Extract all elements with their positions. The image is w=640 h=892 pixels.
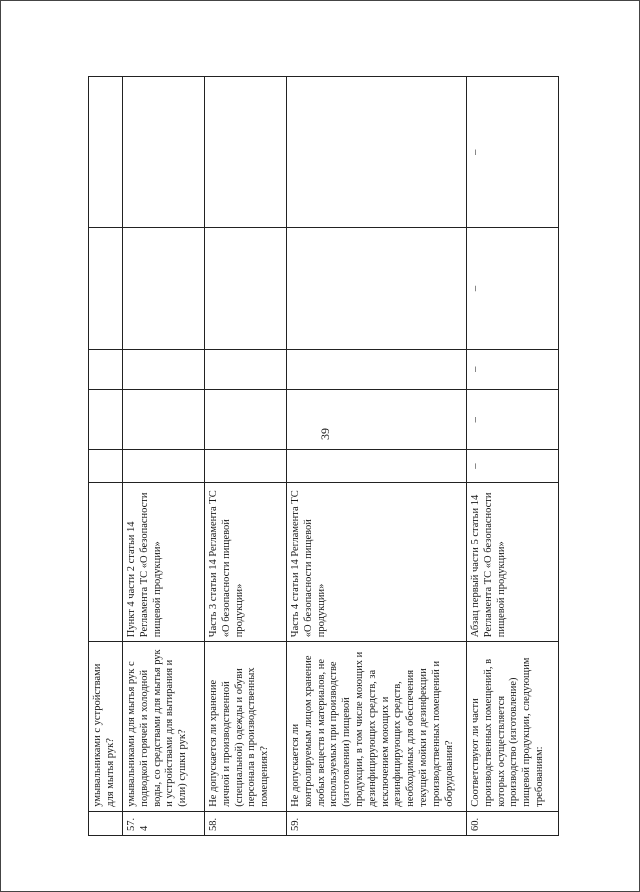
question-cell: Соответствуют ли части производственных помещений, в которых осуществляется производство (изготовление) пищевой продукции, следующим требованиям: <box>467 642 559 812</box>
mark-cell <box>123 450 205 482</box>
reference-cell: Часть 4 статьи 14 Регламента ТС «О безопасности пищевой продукции» <box>287 482 467 641</box>
row-number: 59. <box>287 811 467 835</box>
mark-cell <box>205 349 287 389</box>
table-row <box>123 77 205 836</box>
question-cell: Не допускается ли хранение личной и производственной (специальной) одежды и обуви персонала в производственных помещениях? <box>205 642 287 812</box>
mark-cell <box>205 228 287 349</box>
mark-cell <box>89 77 123 228</box>
mark-cell <box>205 389 287 450</box>
mark-cell: – <box>467 77 559 228</box>
mark-cell: – <box>467 349 559 389</box>
mark-cell: – <box>467 228 559 349</box>
mark-cell <box>123 77 205 228</box>
question-cell: умывальниками с устройствами для мытья рук? <box>89 642 123 812</box>
mark-cell <box>287 450 467 482</box>
reference-cell: Часть 3 статьи 14 Регламента ТС «О безопасности пищевой продукции» <box>205 482 287 641</box>
table-row <box>205 77 287 836</box>
row-number: 57.4 <box>123 811 205 835</box>
mark-cell <box>287 228 467 349</box>
row-number: 60. <box>467 811 559 835</box>
checklist-table <box>88 76 559 836</box>
row-number: 58. <box>205 811 287 835</box>
mark-cell <box>287 349 467 389</box>
mark-cell <box>89 349 123 389</box>
mark-cell <box>123 389 205 450</box>
mark-cell <box>205 450 287 482</box>
table-row <box>467 77 559 836</box>
mark-cell: – <box>467 450 559 482</box>
mark-cell <box>89 228 123 349</box>
table-row <box>287 77 467 836</box>
mark-cell <box>287 77 467 228</box>
mark-cell: – <box>467 389 559 450</box>
rotated-table-container <box>88 76 558 836</box>
mark-cell <box>89 389 123 450</box>
mark-cell <box>287 389 467 450</box>
row-number <box>89 811 123 835</box>
mark-cell <box>89 450 123 482</box>
question-cell: Не допускается ли контролируемым лицом хранение любых веществ и материалов, не используемых при производстве (изготовлении) пищевой продукции, в том числе моющих и дезинфицирующих средств, за исключением моющих и дезинфицирующих средств, необходимых для обеспечения текущей мойки и дезинфекции производственных помещений и оборудования? <box>287 642 467 812</box>
mark-cell <box>205 77 287 228</box>
question-cell: умывальниками для мытья рук с подводкой горячей и холодной воды, со средствами для мытья рук и устройствами для вытирания и (или) сушки рук? <box>123 642 205 812</box>
page-number: 39 <box>318 428 332 440</box>
reference-cell: Пункт 4 части 2 статьи 14 Регламента ТС «О безопасности пищевой продукции» <box>123 482 205 641</box>
mark-cell <box>123 349 205 389</box>
table-row <box>89 77 123 836</box>
reference-cell: Абзац первый части 5 статьи 14 Регламента ТС «О безопасности пищевой продукции» <box>467 482 559 641</box>
mark-cell <box>123 228 205 349</box>
reference-cell <box>89 482 123 641</box>
